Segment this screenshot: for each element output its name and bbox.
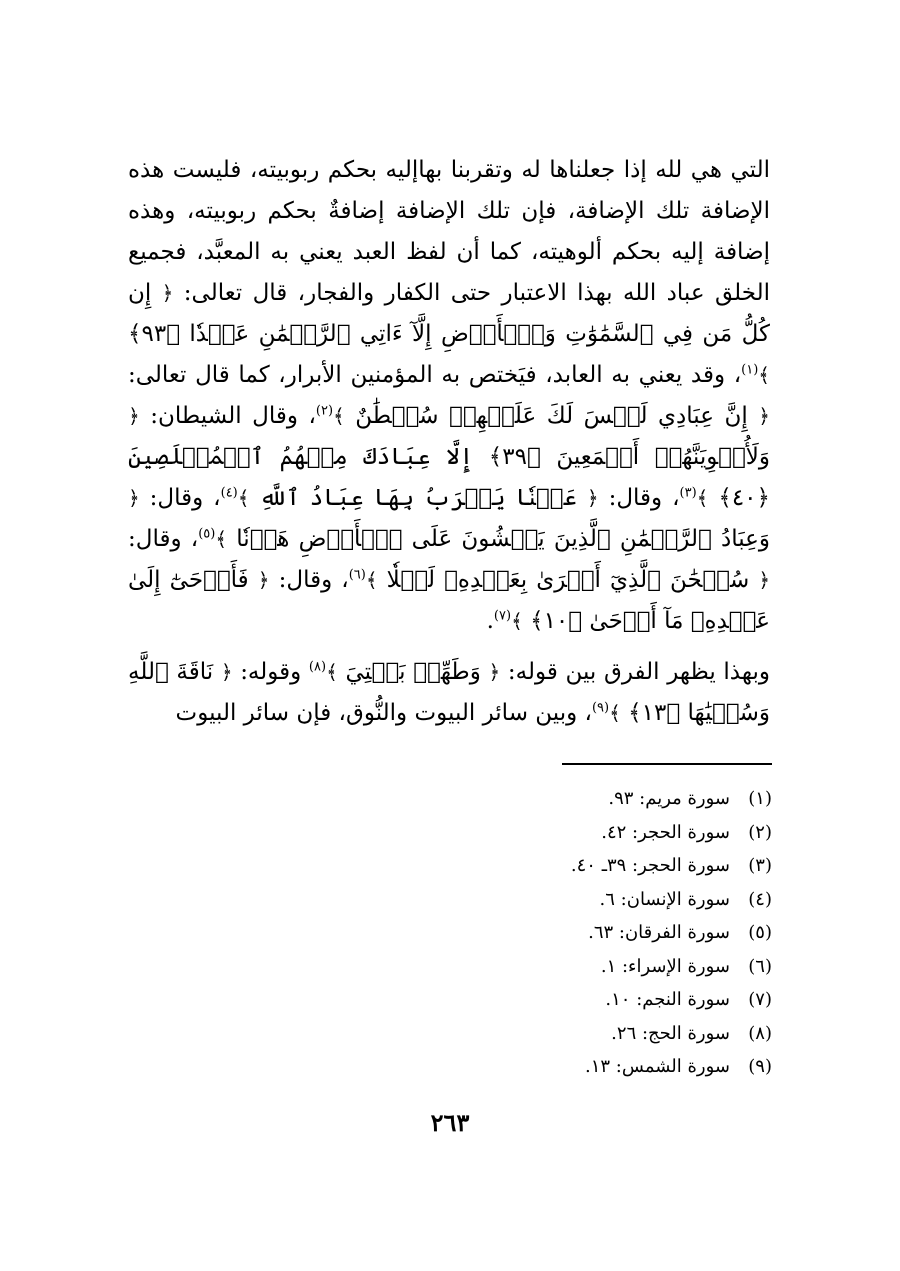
page-body (128, 150, 770, 734)
quran-verse-7: فَأَوۡحَىٰٓ إِلَىٰ عَبۡدِهِۦ مَآ أَوۡحَىٰ ﴿١٠﴾ (128, 567, 770, 634)
paragraph-1-text: ، وقال: (608, 485, 680, 511)
footnote-ref-9: (٩) (591, 700, 610, 716)
verse-open-ornament: ﴿ (758, 568, 771, 592)
paragraph-2 (128, 652, 770, 734)
footnote-ref-1: (١) (741, 362, 759, 378)
verse-close-ornament: ﴾ (326, 660, 338, 684)
quran-verse-3: وَلَأُغۡوِيَنَّهُمۡ أَجۡمَعِينَ ﴿٣٩﴾ إِلَّا عِبَادَكَ مِنۡهُمُ ٱلۡمُخۡلَصِينَ ﴿٤٠﴾ (128, 444, 771, 511)
paragraph-2-text: وقوله: (240, 659, 302, 685)
verse-open-ornament: ﴿ (128, 486, 140, 510)
footnote-text: سورة الفرقان: ٦٣. (588, 922, 730, 943)
footnote-item (380, 849, 772, 883)
verse-close-ornament: ﴾ (696, 486, 709, 510)
verse-close-ornament: ﴾ (215, 527, 228, 551)
verse-open-ornament: ﴿ (758, 404, 770, 428)
footnote-text: سورة الشمس: ١٣. (585, 1056, 730, 1077)
footnote-text: سورة الإنسان: ٦. (599, 888, 730, 910)
footnote-ref-8: (٨) (308, 659, 327, 675)
quran-verse-9: نَاقَةَ ٱللَّهِ وَسُقۡيَٰهَا ﴿١٣﴾ (128, 659, 770, 726)
verse-open-ornament: ﴿ (128, 404, 140, 428)
footnote-number: (٦) (748, 955, 772, 977)
footnote-ref-7: (٧) (493, 608, 512, 624)
verse-open-ornament: ﴿ (586, 486, 599, 510)
verse-close-ornament: ﴾ (237, 486, 250, 510)
footnote-number: (٣) (748, 855, 772, 876)
footnote-number: (٩) (748, 1056, 772, 1077)
footnote-ref-4: (٤) (220, 485, 238, 501)
paragraph-1-text: ، وقال الشيطان: (150, 403, 316, 429)
footnote-ref-2: (٢) (315, 403, 334, 419)
paragraph-1-text: التي هي لله إذا جعلناها له وتقربنا بهاإليه بحكم ربوبيته، فليست هذه الإضافة تلك الإضافة، فإن تلك الإضافة إضافةٌ بحكم ربوبيته، وهذه إضافة إليه بحكم ألوهيته، كما أن لفظ العبد يعني به المعبَّد، فجميع الخلق عباد الله بهذا الاعتبار حتى الكفار والفجار، قال تعالى: (128, 157, 771, 306)
quran-verse-4: عَيۡنٗا يَشۡرَبُ بِهَا عِبَادُ ٱللَّهِ (259, 485, 577, 511)
footnote-item (380, 816, 772, 850)
quran-verse-8: وَطَهِّرۡ بَيۡتِيَ (345, 659, 481, 685)
paragraph-1-text: ، وقال: (149, 485, 221, 511)
verse-close-ornament: ﴾ (365, 568, 378, 592)
verse-close-ornament: ﴾ (609, 701, 621, 725)
verse-open-ornament: ﴿ (220, 660, 233, 684)
paragraph-1 (128, 150, 770, 642)
footnote-number: (٨) (748, 1022, 772, 1044)
footnote-number: (٧) (748, 989, 772, 1010)
paragraph-1-text: . (486, 608, 494, 634)
footnote-text: سورة الإسراء: ١. (600, 955, 730, 977)
footnote-item (380, 983, 772, 1017)
paragraph-1-text: ، وقد يعني به العابد، فيَختص به المؤمنين الأبرار، كما قال تعالى: (128, 362, 742, 388)
footnote-item (380, 1017, 772, 1051)
footnote-number: (١) (748, 788, 772, 809)
footnote-ref-6: (٦) (348, 567, 366, 583)
footnote-item (380, 782, 772, 816)
footnote-text: سورة الحج: ٢٦. (611, 1022, 730, 1044)
footnote-text: سورة الحجر: ٣٩ـ ٤٠. (570, 855, 730, 876)
verse-open-ornament: ﴿ (257, 568, 270, 592)
quran-verse-1: إِن كُلُّ مَن فِي ٱلسَّمَٰوَٰتِ وَٱلۡأَرۡضِ إِلَّآ ءَاتِي ٱلرَّحۡمَٰنِ عَبۡدٗا ﴿٩٣﴾ (128, 280, 770, 347)
paragraph-2-text: وبهذا يظهر الفرق بين قوله: (507, 659, 770, 685)
verse-close-ornament: ﴾ (758, 363, 770, 387)
footnote-ref-5: (٥) (198, 526, 216, 542)
paragraph-2-text: ، وبين سائر البيوت والنُّوق، فإن سائر البيوت (175, 700, 592, 726)
footnote-text: سورة النجم: ١٠. (605, 989, 730, 1010)
footnote-number: (٥) (748, 922, 772, 943)
footnote-item (380, 1050, 772, 1084)
page-number: ٢٦٣ (430, 1108, 470, 1137)
footnote-number: (٤) (748, 888, 772, 910)
verse-close-ornament: ﴾ (511, 609, 523, 633)
footnote-item (380, 916, 772, 950)
footnote-separator (562, 763, 772, 765)
footnote-text: سورة الحجر: ٤٢. (601, 821, 730, 843)
paragraph-1-text: ، وقال: (278, 567, 349, 593)
quran-verse-6: سُبۡحَٰنَ ٱلَّذِيٓ أَسۡرَىٰ بِعَبۡدِهِۦ لَيۡلٗا (386, 567, 750, 593)
quran-verse-5: وَعِبَادُ ٱلرَّحۡمَٰنِ ٱلَّذِينَ يَمۡشُونَ عَلَى ٱلۡأَرۡضِ هَوۡنٗا (236, 526, 770, 552)
verse-open-ornament: ﴿ (161, 281, 174, 305)
footnote-item (380, 883, 772, 917)
footnote-number: (٢) (748, 821, 772, 843)
footnote-list (380, 782, 772, 1084)
quran-verse-2: إِنَّ عِبَادِي لَيۡسَ لَكَ عَلَيۡهِمۡ سُلۡطَٰنٌ (355, 403, 748, 429)
footnote-item (380, 950, 772, 984)
verse-close-ornament: ﴾ (333, 404, 345, 428)
verse-open-ornament: ﴿ (488, 660, 501, 684)
footnote-text: سورة مريم: ٩٣. (608, 788, 730, 809)
footnote-ref-3: (٣) (679, 485, 697, 501)
paragraph-1-text: ، وقال: (128, 526, 199, 552)
